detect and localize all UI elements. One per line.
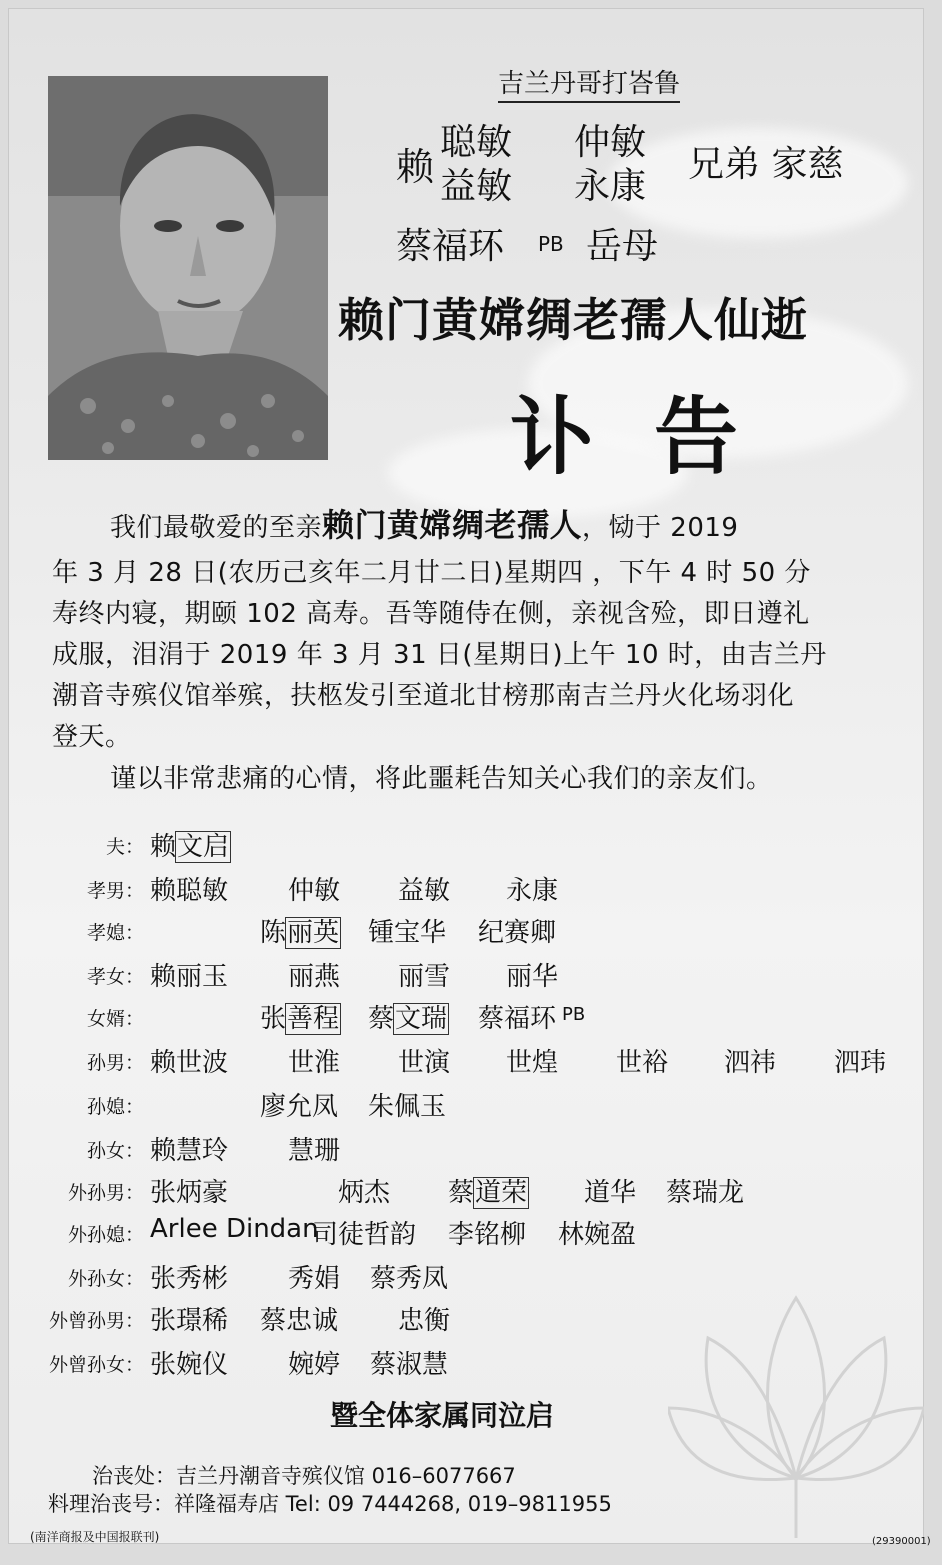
family-name: 泗玮 (834, 1048, 887, 1078)
family-name: 蔡瑞龙 (666, 1178, 745, 1208)
family-name: 丽华 (506, 962, 559, 992)
name-surname: 陈 (260, 918, 287, 948)
son-in-law-title: PB (538, 232, 564, 256)
son-name-4: 永康 (574, 166, 647, 207)
name-surname: 蔡 (448, 1178, 475, 1208)
son-in-law-relation: 岳母 (586, 226, 659, 267)
brothers-mother-text: 兄弟 家慈 (688, 144, 844, 185)
family-name: 仲敏 (288, 876, 341, 906)
family-name: 秀娟 (288, 1264, 341, 1294)
son-name-2: 益敏 (440, 166, 513, 207)
husband-given-name: 文启 (177, 832, 230, 862)
family-name: 丽雪 (398, 962, 451, 992)
family-name: 锺宝华 (368, 918, 447, 948)
funeral-home-info: 治丧处：吉兰丹潮音寺殡仪馆 016–6077667 (92, 1464, 516, 1488)
family-name: 赖丽玉 (150, 962, 229, 992)
family-name: 益敏 (398, 876, 451, 906)
family-name: 世裕 (616, 1048, 669, 1078)
surname: 赖 (396, 145, 435, 189)
family-name: 蔡福环 (478, 1004, 557, 1034)
family-name (448, 1172, 528, 1209)
intro-prefix: 我们最敬爱的至亲 (110, 513, 323, 543)
family-name (260, 998, 340, 1035)
family-name: 炳杰 (338, 1178, 391, 1208)
obituary-heading: 讣告 (510, 387, 799, 486)
family-name (368, 998, 448, 1035)
label-great-grandsons: 外曾孙男： (48, 1310, 144, 1332)
label-ext-grandsons: 外孙男： (67, 1182, 144, 1204)
family-name: 司徒哲韵 (312, 1220, 417, 1250)
body-line-7: 谨以非常悲痛的心情，将此噩耗告知关心我们的亲友们。 (110, 764, 773, 794)
son-in-law-name: 蔡福环 (396, 226, 505, 267)
title-suffix: PB (562, 1004, 586, 1025)
family-name: 蔡淑慧 (370, 1350, 449, 1380)
body-line-4: 成服，泪涓于 2019 年 3 月 31 日(星期日)上午 10 时，由吉兰丹 (52, 640, 827, 670)
ad-code: (29390001) (872, 1536, 931, 1547)
label-great-granddaughters: 外曾孙女： (48, 1354, 144, 1376)
label-ext-granddaughters: 外孙女： (67, 1268, 144, 1290)
portrait-illustration (48, 76, 328, 460)
family-name: 永康 (506, 876, 559, 906)
intro-line (110, 500, 738, 546)
intro-suffix: ，恸于 2019 (582, 513, 739, 543)
place-heading: 吉兰丹哥打峇鲁 (498, 63, 680, 103)
family-name: 张炳豪 (150, 1178, 229, 1208)
son-name-1: 聪敏 (440, 122, 513, 163)
label-daughters-in-law: 孝媳： (86, 922, 144, 944)
family-name: 世演 (398, 1048, 451, 1078)
family-name (260, 912, 340, 949)
family-name: 婉婷 (288, 1350, 341, 1380)
family-name: 蔡秀凤 (370, 1264, 449, 1294)
name-given: 丽英 (287, 918, 340, 948)
name-given: 道荣 (475, 1178, 528, 1208)
label-husband: 夫： (105, 836, 144, 858)
family-name: 丽燕 (288, 962, 341, 992)
body-line-3: 寿终内寝，期颐 102 高寿。吾等随侍在侧，亲视含殓，即日遵礼 (52, 599, 810, 629)
notice-title: 赖门黄嫦绸老孺人仙逝 (338, 293, 808, 347)
family-name: Arlee Dindan (150, 1214, 319, 1244)
family-name: 世煌 (506, 1048, 559, 1078)
family-name: 张璟稀 (150, 1306, 229, 1336)
husband-surname: 赖 (150, 832, 177, 862)
lotus-decoration (668, 1238, 924, 1538)
name-given: 善程 (287, 1004, 340, 1034)
family-name: 朱佩玉 (368, 1092, 447, 1122)
name-surname: 蔡 (368, 1004, 395, 1034)
label-ext-granddaughters-in-law: 外孙媳： (67, 1224, 144, 1246)
family-name: 泗祎 (724, 1048, 777, 1078)
label-granddaughters: 孙女： (86, 1140, 144, 1162)
family-name: 廖允凤 (260, 1092, 339, 1122)
deceased-name: 赖门黄嫦绸老孺人 (322, 506, 583, 544)
name-surname: 张 (260, 1004, 287, 1034)
funeral-service-info: 料理治丧号：祥隆福寿店 Tel: 09 7444268, 019–9811955 (48, 1492, 612, 1516)
family-name: 慧珊 (288, 1136, 341, 1166)
family-name: 赖慧玲 (150, 1136, 229, 1166)
family-name: 张秀彬 (150, 1264, 229, 1294)
family-name: 张婉仪 (150, 1350, 229, 1380)
family-name: 李铭柳 (448, 1220, 527, 1250)
family-name: 道华 (584, 1178, 637, 1208)
label-granddaughters-in-law: 孙媳： (86, 1096, 144, 1118)
body-line-6: 登天。 (52, 722, 132, 752)
body-line-2: 年 3 月 28 日(农历己亥年二月廿二日)星期四 ，下午 4 时 50 分 (52, 558, 811, 588)
family-name: 赖世波 (150, 1048, 229, 1078)
family-name: 忠衡 (398, 1306, 451, 1336)
son-name-3: 仲敏 (574, 122, 647, 163)
portrait-photo (48, 76, 328, 460)
label-grandsons: 孙男： (86, 1052, 144, 1074)
family-name: 赖聪敏 (150, 876, 229, 906)
publication-note: (南洋商报及中国报联刊) (30, 1530, 160, 1544)
family-name: 林婉盈 (558, 1220, 637, 1250)
name-given: 文瑞 (395, 1004, 448, 1034)
family-name: 纪赛卿 (478, 918, 557, 948)
husband-name (150, 826, 230, 863)
label-daughters: 孝女： (86, 966, 144, 988)
body-line-5: 潮音寺殡仪馆举殡，扶柩发引至道北甘榜那南吉兰丹火化场羽化 (52, 681, 795, 711)
family-name: 蔡忠诚 (260, 1306, 339, 1336)
label-sons-in-law: 女婿： (86, 1008, 144, 1030)
closing-signoff: 暨全体家属同泣启 (330, 1399, 555, 1432)
label-sons: 孝男： (86, 880, 144, 902)
family-name: 世淮 (288, 1048, 341, 1078)
